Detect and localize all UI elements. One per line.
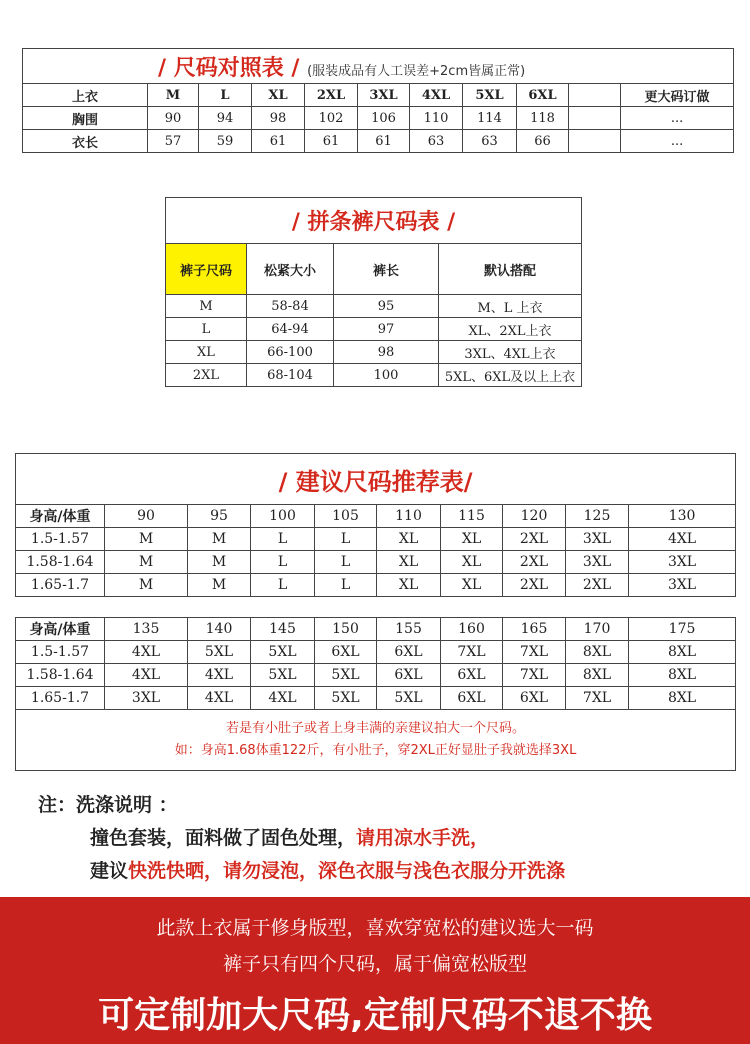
table-cell: 61: [305, 130, 358, 153]
table-header-cell: 165: [503, 618, 566, 641]
pants-size-table: [165, 197, 582, 387]
table-cell: L: [315, 528, 377, 551]
table-cell: 6XL: [315, 641, 377, 664]
table-cell: ...: [621, 130, 734, 153]
washing-text: 撞色套装，面料做了固色处理，: [90, 827, 357, 849]
recommend-notes: [16, 710, 736, 771]
table-header-cell: 身高/体重: [16, 505, 105, 528]
table-header-cell: 100: [251, 505, 315, 528]
promo-banner: [0, 897, 750, 1044]
table-cell: XL: [377, 528, 441, 551]
table-cell: L: [251, 574, 315, 597]
table-cell: 59: [199, 130, 252, 153]
table-header-cell: 150: [315, 618, 377, 641]
table-row: [166, 341, 582, 364]
table-cell: 90: [148, 107, 199, 130]
banner-headline: 可定制加大尺码,定制尺码不退不换: [98, 995, 652, 1036]
table-row: [16, 574, 736, 597]
table-cell: 3XL: [566, 528, 629, 551]
table-header-cell: 松紧大小: [247, 244, 334, 295]
table-cell: XL: [166, 341, 247, 364]
table-cell: 7XL: [566, 687, 629, 710]
table-cell: 106: [358, 107, 410, 130]
table-cell: 5XL: [251, 641, 315, 664]
table-header-cell: 145: [251, 618, 315, 641]
table-cell: M: [188, 528, 251, 551]
table-cell: M、L 上衣: [439, 295, 582, 318]
table-cell: 2XL: [503, 551, 566, 574]
table-cell: 1.5-1.57: [16, 528, 105, 551]
table-cell: 胸围: [23, 107, 148, 130]
table-cell: XL、2XL上衣: [439, 318, 582, 341]
washing-line-1: [38, 823, 738, 850]
table-row: [166, 244, 582, 295]
table-cell: 8XL: [566, 664, 629, 687]
table-row: [16, 618, 736, 641]
table-cell: M: [166, 295, 247, 318]
table-cell: 114: [463, 107, 517, 130]
table-cell: 6XL: [377, 641, 441, 664]
table-cell: 衣长: [23, 130, 148, 153]
table-row: [16, 687, 736, 710]
table-cell: 2XL: [503, 528, 566, 551]
table-cell: XL: [377, 574, 441, 597]
table-cell: 1.65-1.7: [16, 687, 105, 710]
table-cell: 更大码订做: [621, 84, 734, 107]
table-cell: L: [251, 528, 315, 551]
table-cell: 98: [252, 107, 305, 130]
table-row: [166, 295, 582, 318]
table-cell: M: [105, 574, 188, 597]
table-cell: 68-104: [247, 364, 334, 387]
table-cell: 2XL: [503, 574, 566, 597]
table-header-cell: 115: [441, 505, 503, 528]
table-cell: 110: [410, 107, 463, 130]
table-cell: 118: [517, 107, 569, 130]
washing-highlight: 快洗快晒，请勿浸泡，深色衣服与浅色衣服分开洗涤: [128, 860, 566, 882]
table-cell: XL: [252, 84, 305, 107]
table-cell: 95: [334, 295, 439, 318]
table-header-cell: 125: [566, 505, 629, 528]
table-cell: 8XL: [629, 664, 736, 687]
table-header-cell: 90: [105, 505, 188, 528]
table-cell: XL: [441, 574, 503, 597]
table-header-cell: 裤子尺码: [166, 244, 247, 295]
table-cell: 2XL: [566, 574, 629, 597]
table-cell: L: [166, 318, 247, 341]
table-cell: 6XL: [441, 664, 503, 687]
table-cell: 5XL: [188, 641, 251, 664]
table-cell: XL: [441, 551, 503, 574]
table-cell: 1.58-1.64: [16, 551, 105, 574]
size-comparison-title: / 尺码对照表 / (服装成品有人工误差+2cm皆属正常): [23, 49, 734, 84]
table-cell: 64-94: [247, 318, 334, 341]
table-row: [23, 107, 734, 130]
table-cell: 3XL: [358, 84, 410, 107]
table-cell: 7XL: [441, 641, 503, 664]
table-cell: 102: [305, 107, 358, 130]
table-row: [16, 528, 736, 551]
washing-heading: 注：洗涤说明 ：: [38, 794, 178, 816]
table-cell: [569, 130, 621, 153]
table-cell: 66-100: [247, 341, 334, 364]
table-cell: M: [148, 84, 199, 107]
banner-line-1: 此款上衣属于修身版型，喜欢穿宽松的建议选大一码: [156, 917, 594, 939]
size-comparison-note: (服装成品有人工误差+2cm皆属正常): [307, 63, 526, 79]
table-cell: 6XL: [377, 664, 441, 687]
table-cell: 5XL: [315, 664, 377, 687]
table-header-cell: 110: [377, 505, 441, 528]
table-cell: L: [199, 84, 252, 107]
table-cell: 4XL: [105, 664, 188, 687]
table-cell: 61: [358, 130, 410, 153]
table-cell: 1.5-1.57: [16, 641, 105, 664]
table-row: [166, 364, 582, 387]
table-cell: 8XL: [566, 641, 629, 664]
table-header-cell: 175: [629, 618, 736, 641]
washing-line-2: [38, 856, 738, 883]
table-cell: 7XL: [503, 664, 566, 687]
table-cell: XL: [441, 528, 503, 551]
table-cell: 7XL: [503, 641, 566, 664]
washing-instructions: [38, 790, 738, 883]
table-header-cell: 105: [315, 505, 377, 528]
table-cell: [569, 107, 621, 130]
table-cell: 5XL: [377, 687, 441, 710]
table-cell: 2XL: [305, 84, 358, 107]
table-cell: 1.65-1.7: [16, 574, 105, 597]
table-cell: M: [105, 528, 188, 551]
table-row: [16, 664, 736, 687]
washing-highlight: 请用凉水手洗，: [356, 827, 490, 849]
table-cell: 58-84: [247, 295, 334, 318]
table-cell: 3XL、4XL上衣: [439, 341, 582, 364]
table-cell: 3XL: [629, 574, 736, 597]
banner-line-2: 裤子只有四个尺码，属于偏宽松版型: [222, 953, 527, 975]
table-cell: 4XL: [410, 84, 463, 107]
table-spacer: [16, 597, 736, 618]
table-cell: 6XL: [503, 687, 566, 710]
pants-size-title: / 拼条裤尺码表 /: [166, 198, 582, 244]
table-cell: 3XL: [629, 551, 736, 574]
table-cell: M: [188, 574, 251, 597]
table-cell: 3XL: [566, 551, 629, 574]
table-row: [16, 641, 736, 664]
table-row: [23, 84, 734, 107]
table-header-cell: 120: [503, 505, 566, 528]
table-cell: 上衣: [23, 84, 148, 107]
table-header-cell: 130: [629, 505, 736, 528]
table-header-cell: 默认搭配: [439, 244, 582, 295]
table-cell: 100: [334, 364, 439, 387]
table-header-cell: 身高/体重: [16, 618, 105, 641]
table-cell: 5XL: [315, 687, 377, 710]
table-cell: 4XL: [251, 687, 315, 710]
table-cell: 8XL: [629, 687, 736, 710]
table-header-cell: 170: [566, 618, 629, 641]
table-cell: 6XL: [441, 687, 503, 710]
size-comparison-table: [22, 48, 734, 153]
table-header-cell: 裤长: [334, 244, 439, 295]
table-header-cell: 155: [377, 618, 441, 641]
table-cell: L: [251, 551, 315, 574]
table-cell: 94: [199, 107, 252, 130]
table-cell: 66: [517, 130, 569, 153]
table-row: [16, 505, 736, 528]
table-cell: 6XL: [517, 84, 569, 107]
table-row: [166, 318, 582, 341]
table-cell: 61: [252, 130, 305, 153]
table-header-cell: 135: [105, 618, 188, 641]
table-header-cell: 140: [188, 618, 251, 641]
table-cell: 8XL: [629, 641, 736, 664]
table-cell: 63: [463, 130, 517, 153]
table-cell: 5XL: [463, 84, 517, 107]
table-cell: L: [315, 551, 377, 574]
table-cell: 4XL: [629, 528, 736, 551]
table-header-cell: 160: [441, 618, 503, 641]
table-cell: [569, 84, 621, 107]
table-cell: 2XL: [166, 364, 247, 387]
table-cell: ...: [621, 107, 734, 130]
table-cell: 4XL: [188, 687, 251, 710]
table-row: [23, 130, 734, 153]
recommend-size-title: / 建议尺码推荐表/: [16, 454, 736, 505]
table-cell: 4XL: [188, 664, 251, 687]
recommend-note-1: 若是有小肚子或者上身丰满的亲建议拍大一个尺码。: [226, 721, 526, 736]
table-header-cell: 95: [188, 505, 251, 528]
table-cell: 5XL、6XL及以上上衣: [439, 364, 582, 387]
table-cell: M: [188, 551, 251, 574]
recommend-note-2: 如：身高1.68体重122斤，有小肚子，穿2XL正好显肚子我就选择3XL: [174, 743, 577, 758]
table-cell: XL: [377, 551, 441, 574]
table-cell: M: [105, 551, 188, 574]
table-cell: 97: [334, 318, 439, 341]
table-cell: 98: [334, 341, 439, 364]
table-cell: 63: [410, 130, 463, 153]
table-row: [16, 551, 736, 574]
recommend-size-table: [15, 453, 736, 771]
table-cell: 1.58-1.64: [16, 664, 105, 687]
washing-text: 建议: [90, 860, 129, 882]
table-cell: 4XL: [105, 641, 188, 664]
table-cell: 3XL: [105, 687, 188, 710]
table-cell: 5XL: [251, 664, 315, 687]
table-cell: 57: [148, 130, 199, 153]
table-cell: L: [315, 574, 377, 597]
